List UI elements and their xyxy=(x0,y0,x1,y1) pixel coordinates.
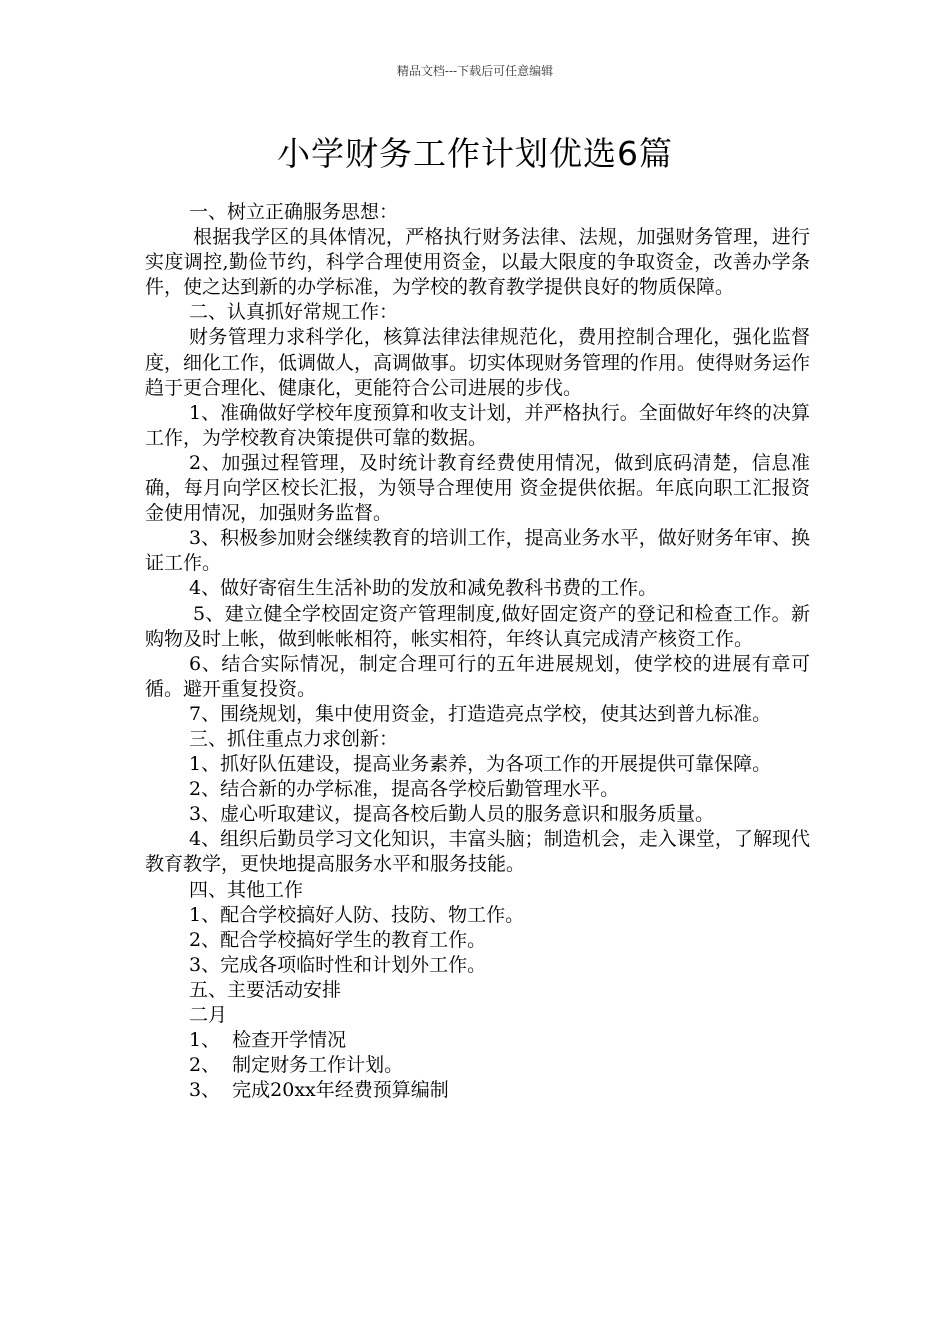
header-note: 精品文档---下载后可任意编辑 xyxy=(396,64,554,78)
paragraph: 7、围绕规划，集中使用资金，打造造亮点学校，使其达到普九标准。 xyxy=(189,702,772,725)
paragraph: 1、配合学校搞好人防、技防、物工作。 xyxy=(189,903,525,926)
paragraph: 6、结合实际情况，制定合理可行的五年进展规划，使学校的进展有章可循。避开重复投资。 xyxy=(145,652,810,700)
paragraph: 财务管理力求科学化，核算法律法律规范化，费用控制合理化，强化监督度，细化工作，低调做人，高调做事。切实体现财务管理的作用。使得财务运作趋于更合理化、健康化，更能符合公司进展的步伐。 xyxy=(145,326,811,399)
paragraph: 三、抓住重点力求创新： xyxy=(189,727,399,750)
paragraph: 一、树立正确服务思想： xyxy=(189,201,399,223)
schedule-item: 1、 检查开学情况 xyxy=(189,1029,347,1052)
paragraph: 2、结合新的办学标准，提高各学校后勤管理水平。 xyxy=(189,778,620,801)
paragraph: 1、准确做好学校年度预算和收支计划，并严格执行。全面做好年终的决算工作，为学校教育决策提供可靠的数据。 xyxy=(145,401,810,449)
paragraph: 4、组织后勤员学习文化知识，丰富头脑；制造机会，走入课堂，了解现代教育教学，更快地提高服务水平和服务技能。 xyxy=(145,828,810,876)
paragraph: 二月 xyxy=(189,1004,228,1026)
paragraph: 1、抓好队伍建设，提高业务素养，为各项工作的开展提供可靠保障。 xyxy=(189,753,772,776)
paragraph: 2、配合学校搞好学生的教育工作。 xyxy=(189,928,487,951)
schedule-item: 2、 制定财务工作计划。 xyxy=(189,1054,404,1077)
paragraph: 根据我学区的具体情况，严格执行财务法律、法规，加强财务管理，进行实度调控,勤俭节约，科学合理使用资金，以最大限度的争取资金，改善办学条件，使之达到新的办学标准，为学校的教育教学提供良好的物质保障。 xyxy=(145,226,810,299)
paragraph: 3、完成各项临时性和计划外工作。 xyxy=(189,953,487,976)
paragraph: 3、虚心听取建议，提高各校后勤人员的服务意识和服务质量。 xyxy=(189,803,715,826)
paragraph: 四、其他工作 xyxy=(189,878,304,901)
document-title: 小学财务工作计划优选6篇 xyxy=(277,134,673,173)
document-body xyxy=(145,200,810,1103)
schedule-item: 3、 完成20xx年经费预算编制 xyxy=(189,1079,449,1102)
paragraph: 二、认真抓好常规工作： xyxy=(189,301,399,324)
paragraph: 五、主要活动安排 xyxy=(189,978,342,1001)
paragraph: 5、建立健全学校固定资产管理制度,做好固定资产的登记和检查工作。新购物及时上帐，做到帐帐相符，帐实相符，年终认真完成清产核资工作。 xyxy=(145,602,810,650)
paragraph: 4、做好寄宿生生活补助的发放和减免教科书费的工作。 xyxy=(189,577,658,600)
paragraph: 2、加强过程管理，及时统计教育经费使用情况，做到底码清楚，信息准确，每月向学区校长汇报，为领导合理使用 资金提供依据。年底向职工汇报资金使用情况，加强财务监督。 xyxy=(145,451,810,525)
paragraph: 3、积极参加财会继续教育的培训工作，提高业务水平，做好财务年审、换证工作。 xyxy=(145,527,810,575)
